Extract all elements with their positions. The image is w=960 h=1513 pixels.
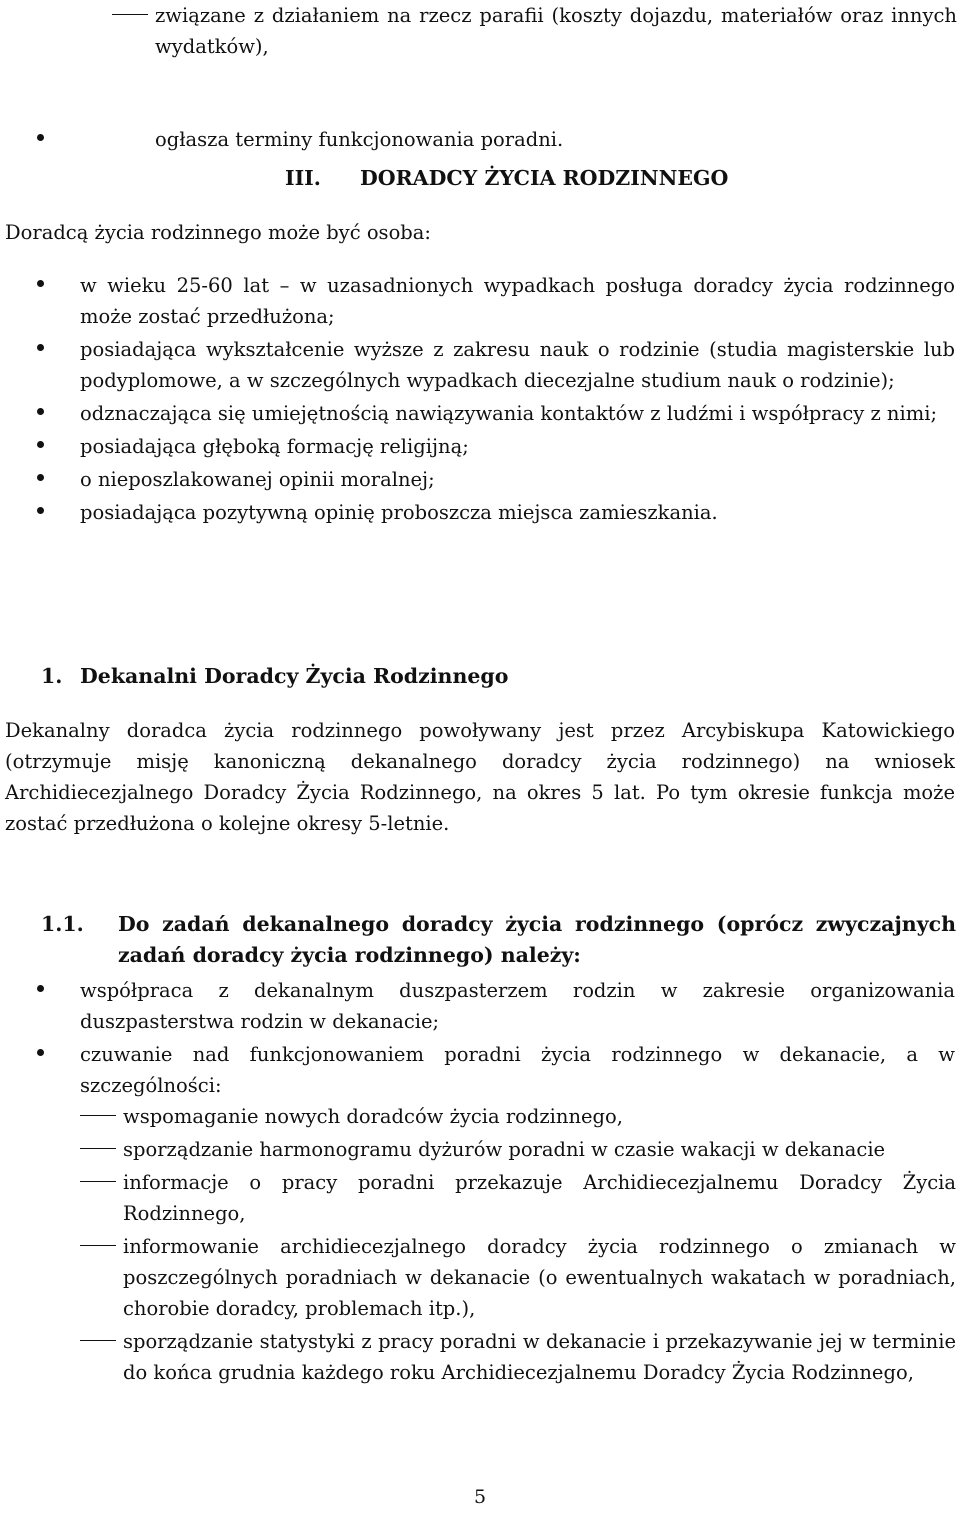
dash-marker — [80, 1245, 116, 1246]
top-bullet-text: ogłasza terminy funkcjonowania poradni. — [155, 128, 564, 151]
list-item — [37, 270, 955, 332]
list-item-text: czuwanie nad funkcjonowaniem poradni życia rodzinnego w dekanacie, a w szczególności: — [80, 1043, 955, 1097]
page-number: 5 — [473, 1486, 487, 1508]
list-item-text: odznaczająca się umiejętnością nawiązywania kontaktów z ludźmi i współpracy z nimi; — [80, 402, 938, 425]
top-dash-text: związane z działaniem na rzecz parafii (koszty dojazdu, materiałów oraz innych wydatków), — [155, 4, 957, 58]
section-3-list — [37, 270, 955, 528]
list-item-text: w wieku 25-60 lat – w uzasadnionych wypadkach posługa doradcy życia rodzinnego może zostać przedłużona; — [80, 274, 955, 328]
list-item-text: posiadająca wykształcenie wyższe z zakresu nauk o rodzinie (studia magisterskie lub podyplomowe, a w szczególnych wypadkach diecezjalne studium nauk o rodzinie); — [80, 338, 955, 392]
top-dash-item — [112, 0, 957, 62]
sublist-item-text: informacje o pracy poradni przekazuje Archidiecezjalnemu Doradcy Życia Rodzinnego, — [123, 1171, 956, 1225]
section-1-1-title: Do zadań dekanalnego doradcy życia rodzinnego (oprócz zwyczajnych zadań doradcy życia rodzinnego) należy: — [118, 912, 956, 967]
dash-marker — [80, 1115, 116, 1116]
list-item — [37, 975, 955, 1037]
bullet-marker — [37, 280, 44, 287]
list-item — [37, 398, 955, 429]
list-item — [37, 1039, 955, 1101]
sublist-item — [80, 1167, 956, 1229]
bullet-marker — [37, 985, 44, 992]
section-1-number: 1. — [41, 664, 63, 688]
bullet-marker — [37, 474, 44, 481]
section-1-1-sublist — [80, 1101, 956, 1388]
sublist-item-text: informowanie archidiecezjalnego doradcy życia rodzinnego o zmianach w poszczególnych poradniach w dekanacie (o ewentualnych wakatach w poradniach, chorobie doradcy, problemach itp.), — [123, 1235, 956, 1320]
section-3-title: DORADCY ŻYCIA RODZINNEGO — [360, 166, 729, 190]
list-item — [37, 334, 955, 396]
bullet-marker — [37, 408, 44, 415]
sublist-item-text: sporządzanie statystyki z pracy poradni w dekanacie i przekazywanie jej w terminie do końca grudnia każdego roku Archidiecezjalnemu Doradcy Życia Rodzinnego, — [123, 1330, 956, 1384]
list-item-text: posiadająca pozytywną opinię proboszcza miejsca zamieszkania. — [80, 501, 718, 524]
dash-marker — [112, 14, 148, 15]
bullet-marker — [37, 441, 44, 448]
bullet-marker — [37, 344, 44, 351]
dash-marker — [80, 1340, 116, 1341]
sublist-item-text: wspomaganie nowych doradców życia rodzinnego, — [123, 1105, 623, 1128]
section-1-paragraph: Dekanalny doradca życia rodzinnego powoływany jest przez Arcybiskupa Katowickiego (otrzymuje misję kanoniczną dekanalnego doradcy życia rodzinnego) na wniosek Archidiecezjalnego Doradcy Życia Rodzinnego, na okres 5 lat. Po tym okresie funkcja może zostać przedłużona o kolejne okresy 5-letnie. — [5, 719, 955, 835]
section-1-1-list — [37, 975, 955, 1101]
section-1-1-number: 1.1. — [41, 912, 84, 936]
dash-marker — [80, 1148, 116, 1149]
list-item-text: posiadająca głęboką formację religijną; — [80, 435, 469, 458]
sublist-item — [80, 1134, 956, 1165]
list-item — [37, 497, 955, 528]
bullet-marker — [37, 1049, 44, 1056]
list-item-text: współpraca z dekanalnym duszpasterzem rodzin w zakresie organizowania duszpasterstwa rodzin w dekanacie; — [80, 979, 955, 1033]
dash-marker — [80, 1181, 116, 1182]
sublist-item-text: sporządzanie harmonogramu dyżurów poradni w czasie wakacji w dekanacie — [123, 1138, 886, 1161]
sublist-item — [80, 1231, 956, 1324]
section-1-title: Dekanalni Doradcy Życia Rodzinnego — [80, 664, 509, 688]
top-bullet-item — [37, 124, 957, 155]
section-3-intro: Doradcą życia rodzinnego może być osoba: — [5, 221, 431, 244]
list-item-text: o nieposzlakowanej opinii moralnej; — [80, 468, 435, 491]
list-item — [37, 464, 955, 495]
bullet-marker — [37, 134, 44, 141]
bullet-marker — [37, 507, 44, 514]
list-item — [37, 431, 955, 462]
section-3-numeral: III. — [285, 166, 321, 190]
sublist-item — [80, 1326, 956, 1388]
sublist-item — [80, 1101, 956, 1132]
